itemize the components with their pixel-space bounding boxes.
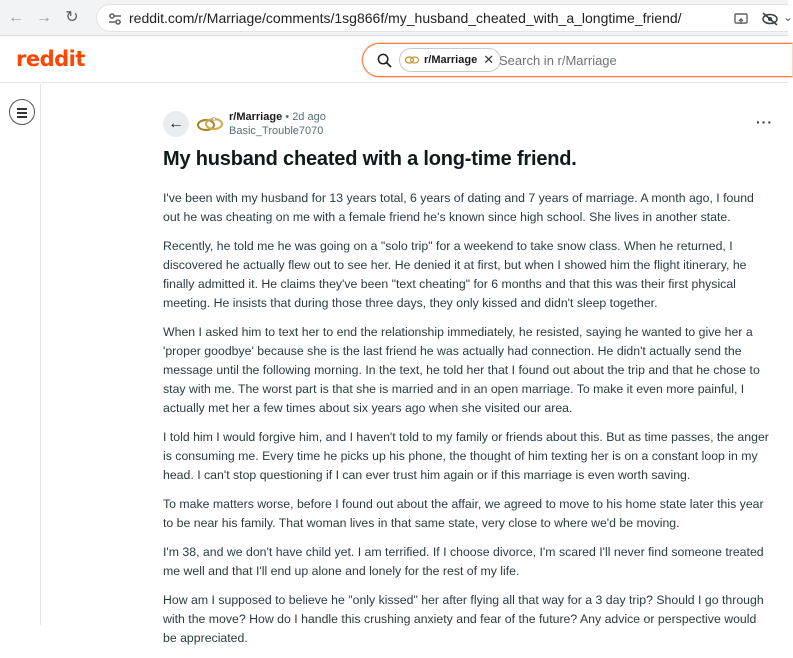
body-paragraph: I've been with my husband for 13 years total, 6 years of dating and 7 years of marriage. A month ago, I found out he was cheating on me with a female friend he's known since high school. She lives in another state. xyxy=(163,191,754,224)
arrow-left-icon[interactable]: ← xyxy=(163,111,189,137)
post-meta xyxy=(163,108,773,140)
body-paragraph: I told him I would forgive him, and I haven't told to my family or friends about this. But as time passes, the anger is consuming me. Every time he picks up his phone, the thought of him texting her is on a constant loop in my head. I can't stop questioning if I can ever trust him again or if this marriage is even worth saving. xyxy=(163,430,769,482)
body-paragraph: To make matters worse, before I found out about the affair, we agreed to move to his home state later this year to be near his family. That woman lives in that same state, very close to where we'd be moving. xyxy=(163,497,764,530)
subreddit-link[interactable] xyxy=(229,111,326,123)
reload-icon[interactable]: ↻ xyxy=(65,9,79,26)
post-body xyxy=(163,189,773,648)
address-bar[interactable] xyxy=(96,4,793,32)
post-title: My husband cheated with a long-time friend. xyxy=(163,148,577,170)
search-bar[interactable] xyxy=(362,43,792,77)
post-age: 2d ago xyxy=(292,111,326,123)
subreddit-name[interactable]: r/Marriage xyxy=(229,111,283,123)
body-paragraph: Recently, he told me he was going on a "solo trip" for a weekend to take snow class. When he returned, I discovered he actually flew out to see her. He denied it at first, but when I showed him the flight itinerary, he finally admitted it. He claims they've been "text cheating" for 6 months and that this was their first physical meeting. He insists that during those three days, they only kissed and didn't sleep together. xyxy=(163,239,747,310)
sidebar-divider xyxy=(40,84,41,625)
subreddit-filter-chip[interactable] xyxy=(399,48,501,72)
cast-icon[interactable] xyxy=(733,11,749,27)
rings-icon[interactable] xyxy=(196,116,224,132)
search-icon xyxy=(377,53,392,68)
post xyxy=(163,108,773,658)
back-icon[interactable]: ← xyxy=(8,9,24,26)
close-icon[interactable]: ✕ xyxy=(483,52,495,67)
forward-icon[interactable]: → xyxy=(36,9,52,26)
site-info-icon[interactable] xyxy=(107,11,123,27)
overflow-menu-icon[interactable]: ··· xyxy=(756,114,773,130)
separator-dot: • xyxy=(285,111,293,123)
rings-icon xyxy=(404,55,420,65)
body-paragraph: How am I supposed to believe he "only kissed" her after flying all that way for a 3 day trip? Should I go through with the move? How do I handle this crushing anxiety and fear of the future? Any advice or perspective would be appreciated. xyxy=(163,593,764,645)
browser-toolbar xyxy=(0,0,793,36)
url-text[interactable]: reddit.com/r/Marriage/comments/1sg866f/my_husband_cheated_with_a_longtime_friend/ xyxy=(129,10,682,26)
menu-icon[interactable] xyxy=(9,99,35,125)
eye-off-icon[interactable] xyxy=(761,11,779,27)
body-paragraph: I'm 38, and we don't have child yet. I am terrified. If I choose divorce, I'm scared I'll never find someone treated me well and that I'll end up alone and lonely for the rest of my life. xyxy=(163,545,764,578)
search-input[interactable]: Search in r/Marriage xyxy=(499,53,617,68)
chip-label: r/Marriage xyxy=(424,54,478,66)
site-header xyxy=(0,37,788,83)
author-name[interactable]: Basic_Trouble7070 xyxy=(229,125,324,137)
reddit-logo[interactable]: reddit xyxy=(16,47,85,71)
chevron-down-icon[interactable]: ⌄ xyxy=(783,10,793,24)
body-paragraph: When I asked him to text her to end the relationship immediately, he resisted, saying he wanted to give her a 'proper goodbye' because she is the last friend he was actually had connection. He didn't actually send the message until the following morning. In the text, he told her that I found out about the trip and that he chose to stay with me. The worst part is that she is married and in an open marriage. To make it even more painful, I actually met her a few times about six years ago when she visited our area. xyxy=(163,325,760,415)
